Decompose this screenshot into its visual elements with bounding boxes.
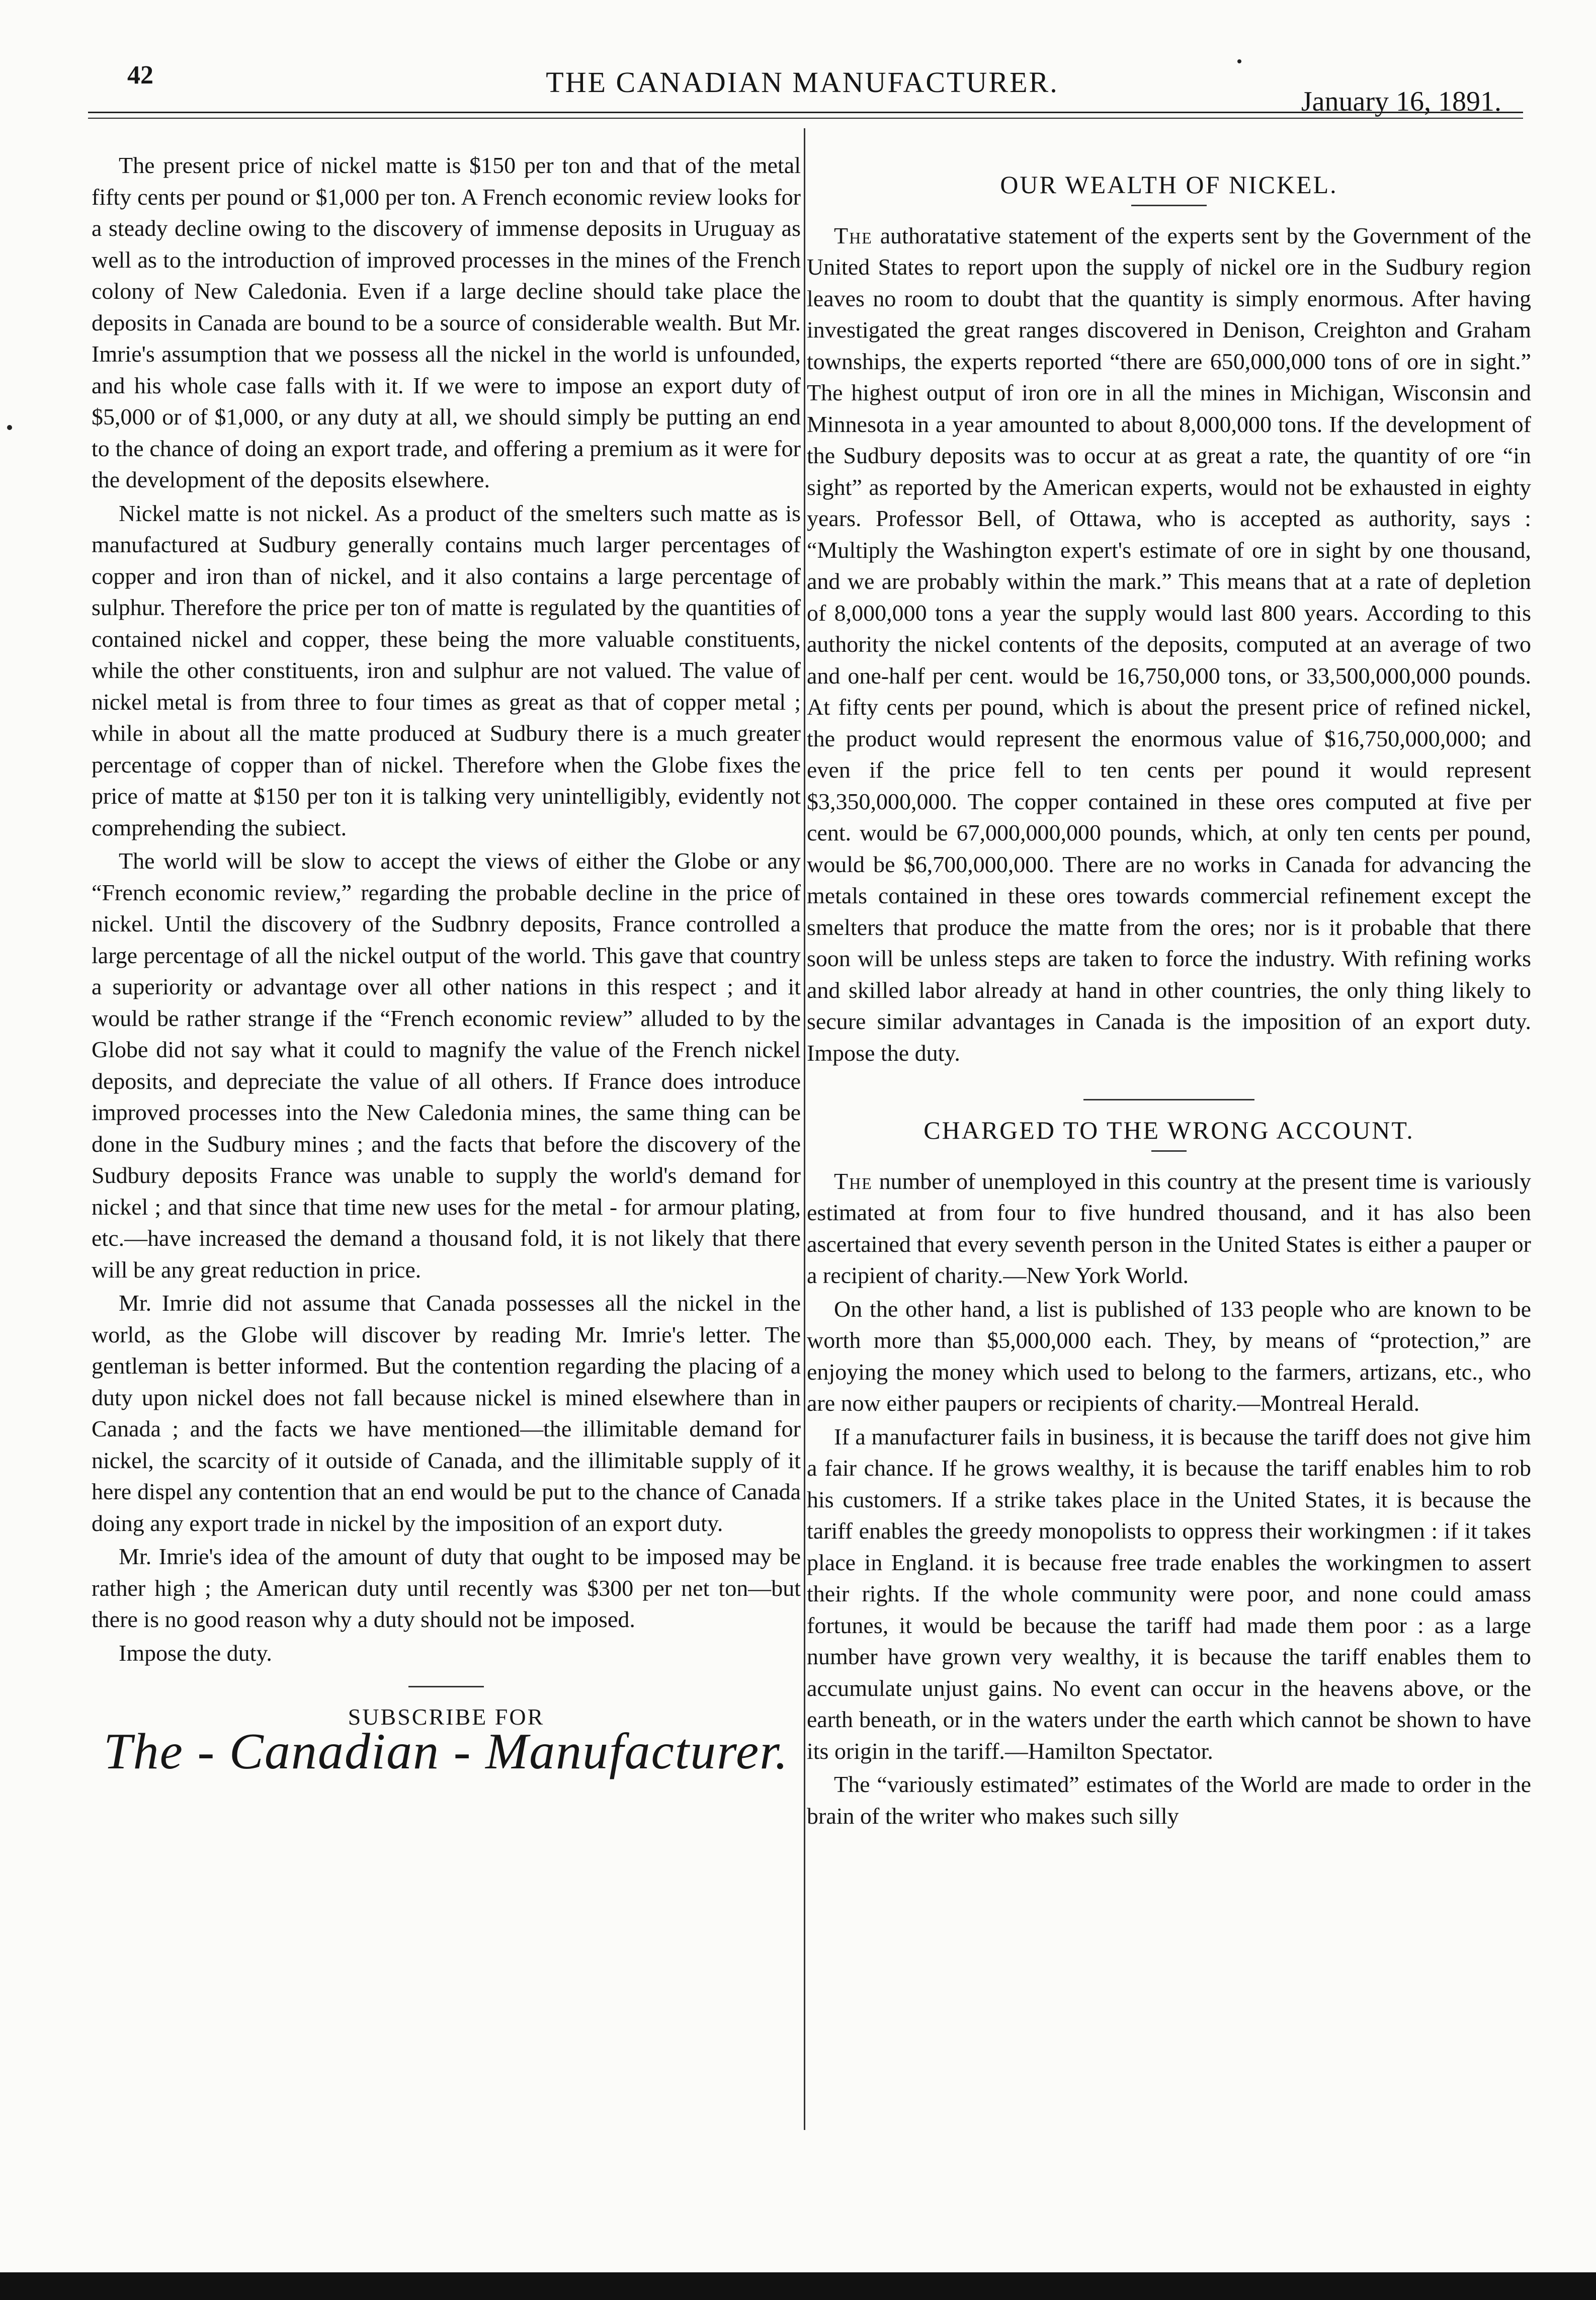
page-number: 42	[127, 61, 153, 90]
left-paragraph-3: The world will be slow to accept the views of either the Globe or any “French economic review,” regarding the probable decline in the price of nickel. Until the discovery of the Sudbnry deposits, France controlled a large percentage of all the nickel output of the world. This gave that country a superiority or advantage over all other nations in this respect ; and it would be rather strange if the “French economic review” alluded to by the Globe did not say what it could to magnify the value of the French nickel deposits, and depreciate the value of all others. If France does introduce improved processes into the New Caledonia mines, the same thing can be done in the Sudbury mines ; and the facts that before the discovery of the Sudbury deposits France was unable to supply the world's demand for nickel ; and that since that time new uses for the metal - for armour plating, etc.—have increased the demand a thousand fold, it is not likely that there will be any great reduction in price.	[92, 848, 801, 1283]
wrong-account-paragraph-3: If a manufacturer fails in business, it is because the tariff does not give him a fair chance. If he grows wealthy, it is because the tariff enables him to rob his customers. If a strike takes place in the United States, it is because the tariff enables the greedy monopolists to oppress their workingmen : if it takes place in England. it is because free trade enables the workingmen to assert their rights. If the whole community were poor, and none could amass fortunes, it would be because the tariff had made them poor : as a large number have grown very wealthy, it is because the tariff enables them to accumulate unjust gains. No event can occur in the heavens above, or the earth beneath, or in the waters under the earth which cannot be shown to have its origin in the tariff.—Hamilton Spectator.	[807, 1423, 1531, 1764]
right-column	[807, 169, 1531, 2181]
article-heading-nickel: OUR WEALTH OF NICKEL.	[1000, 171, 1338, 199]
left-paragraph-5: Mr. Imrie's idea of the amount of duty that ought to be imposed may be rather high ; the American duty until recently was $300 per net ton—but there is no good reason why a duty should not be imposed.	[92, 1544, 801, 1632]
nickel-article-paragraph	[807, 220, 1531, 1069]
wrong-account-paragraph-2: On the other hand, a list is published of 133 people who are known to be worth more than $5,000,000 each. They, by means of “protection,” are enjoying the money which used to belong to the farmers, artizans, etc., who are now either paupers or recipients of charity.—Montreal Herald.	[807, 1296, 1531, 1416]
nickel-article-body: authoratative statement of the experts sent by the Government of the United States to report upon the supply of nickel ore in the Sudbury region leaves no room to doubt that the quantity is simply enormous. After having investigated the great ranges discovered in Denison, Creighton and Graham townships, the experts reported “there are 650,000,000 tons of ore in sight.” The highest output of iron ore in all the mines in Michigan, Wisconsin and Minnesota in a year amounted to about 8,000,000 tons. If the development of the Sudbury deposits was to occur at as great a rate, the quantity of ore “in sight” as reported by the American experts, would not be exhausted in eighty years. Professor Bell, of Ottawa, who is accepted as authority, says : “Multiply the Washington expert's estimate of ore in sight by one thousand, and we are probably within the mark.” This means that at a rate of depletion of 8,000,000 tons a year the supply would last 800 years. According to this authority the nickel contents of the deposits, computed at an average of two and one-half per cent. would be 16,750,000 tons, or 33,500,000,000 pounds. At fifty cents per pound, which is about the present price of refined nickel, the product would represent the enormous value of $16,750,000,000; and even if the price fell to ten cents per pound it would represent $3,350,000,000. The copper contained in these ores computed at five per cent. would be 67,000,000,000 pounds, which, at only ten cents per pound, would be $6,700,000,000. There are no works in Canada for advancing the metals contained in these ores towards commercial refinement except the smelters that produce the matte from the ores; nor is it probable that there soon will be unless steps are taken to force the industry. With refining works and skilled labor already at hand in other countries, the only thing likely to secure similar advantages in Canada is the imposition of an export duty. Impose the duty.	[807, 222, 1531, 1066]
print-speck	[7, 425, 12, 430]
header-rule-top	[88, 112, 1523, 113]
scan-edge-shadow	[0, 2272, 1596, 2300]
left-paragraph-1: The present price of nickel matte is $150 per ton and that of the metal fifty cents per pound or $1,000 per ton. A French economic review looks for a steady decline owing to the discovery of immense deposits in Uruguay as well as to the introduction of improved processes in the mines of the French colony of New Caledonia. Even if a large decline should take place the deposits in Canada are bound to be a source of considerable wealth. But Mr. Imrie's assumption that we possess all the nickel in the world is unfounded, and his whole case falls with it. If we were to impose an export duty of $5,000 or of $1,000, or any duty at all, we should simply be putting an end to the chance of doing an export trade, and offering a premium as it were for the development of the deposits elsewhere.	[92, 152, 801, 492]
article-heading-wrong-account: CHARGED TO THE WRONG ACCOUNT.	[923, 1116, 1414, 1144]
masthead-advert: The - Canadian - Manufacturer.	[103, 1723, 789, 1780]
nickel-lead-word: The	[834, 222, 873, 248]
left-paragraph-2: Nickel matte is not nickel. As a product of the smelters such matte as is manufactured at Sudbury generally contains much larger percentages of copper and iron than of nickel, and it also contains a large percentage of sulphur. Therefore the price per ton of matte is regulated by the quantities of contained nickel and copper, these being the more valuable constituents, while the other constituents, iron and sulphur are not valued. The value of nickel metal is from three to four times as great as that of copper metal ; while in about all the matte produced at Sudbury there is a much greater percentage of copper than of nickel. Therefore when the Globe fixes the price of matte at $150 per ton it is talking very unintelligibly, evidently not comprehending the subiect.	[92, 500, 801, 840]
left-column	[92, 150, 801, 2137]
heading-rule-nickel	[1131, 205, 1207, 206]
wrong-account-paragraph-4: The “variously estimated” estimates of the World are made to order in the brain of the writer who makes such silly	[807, 1771, 1531, 1829]
header-rule-bottom	[88, 118, 1523, 119]
wrong-account-lead-word: The	[834, 1168, 873, 1194]
column-divider	[804, 128, 805, 2130]
issue-date: January 16, 1891.	[1301, 86, 1501, 117]
left-paragraph-6: Impose the duty.	[119, 1640, 272, 1666]
heading-rule-wrong-account	[1151, 1150, 1187, 1152]
wrong-account-paragraph-1	[807, 1166, 1531, 1292]
print-speck	[1237, 59, 1241, 63]
publication-title: THE CANADIAN MANUFACTURER.	[546, 66, 1059, 99]
wrong-account-body-1: number of unemployed in this country at the present time is variously estimated at from four to five hundred thousand, and it has also been ascertained that every seventh person in the United States is either a pauper or a recipient of charity.—New York World.	[807, 1168, 1531, 1288]
article-separator-rule	[1083, 1099, 1254, 1100]
left-separator-rule	[408, 1686, 484, 1687]
subscribe-line: SUBSCRIBE FOR	[348, 1704, 545, 1730]
left-paragraph-4: Mr. Imrie did not assume that Canada possesses all the nickel in the world, as the Globe will discover by reading Mr. Imrie's letter. The gentleman is better informed. But the contention regarding the placing of a duty upon nickel does not fall because nickel is mined elsewhere than in Canada ; and the facts we have mentioned—the illimitable demand for nickel, the scarcity of it outside of Canada, and the illimitable supply of it here dispel any contention that an end would be put to the chance of Canada doing any export trade in nickel by the imposition of an export duty.	[92, 1290, 801, 1536]
